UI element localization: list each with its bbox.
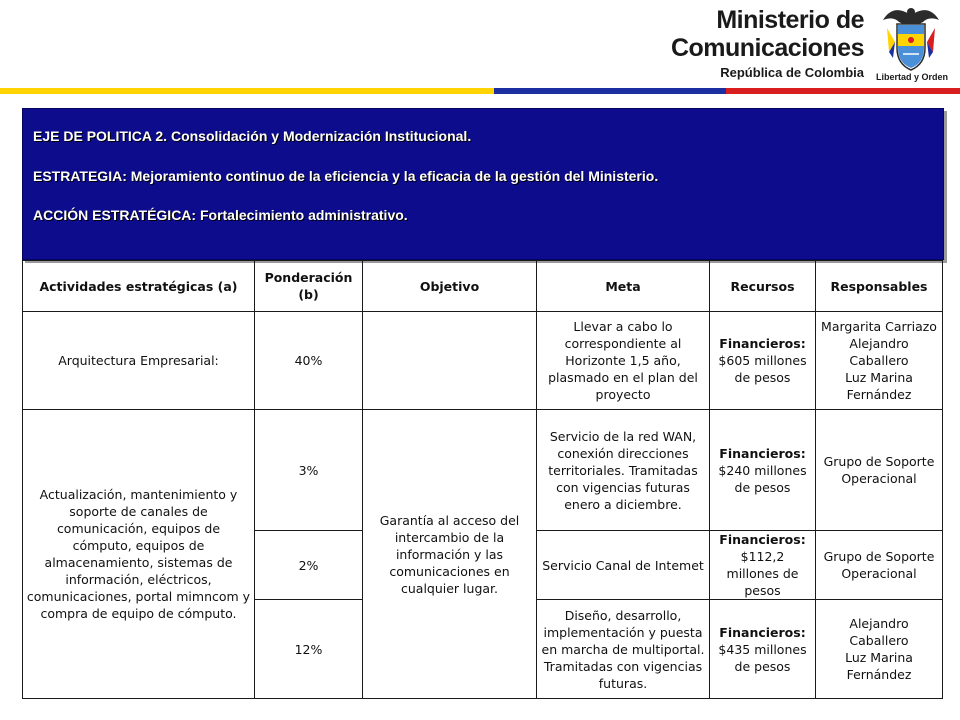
objetivo-cell: Garantía al acceso del intercambio de la información y las comunicaciones en cualquier lugar. (363, 410, 537, 699)
table-row (23, 312, 943, 410)
header-recursos: Recursos (710, 261, 816, 312)
meta-cell: Servicio de la red WAN, conexión direcciones territoriales. Tramitadas con vigencias futuras enero a diciembre. (537, 410, 710, 531)
ministry-name-line2: Comunicaciones (670, 34, 864, 62)
eje-text: EJE DE POLITICA 2. Consolidación y Modernización Institucional. (33, 128, 472, 144)
meta-cell: Diseño, desarrollo, implementación y puesta en marcha de multiportal. Tramitadas con vigencias futuras. (537, 600, 710, 699)
recursos-label: Financieros: (719, 532, 806, 547)
responsable-name: Grupo de Soporte (823, 454, 935, 469)
activities-table (22, 260, 943, 699)
responsables-cell (816, 600, 943, 699)
responsables-cell (816, 410, 943, 531)
responsable-name: Margarita Carriazo (821, 319, 937, 334)
header-meta: Meta (537, 261, 710, 312)
coat-of-arms-icon (879, 2, 943, 74)
ministry-name-line1: Ministerio de (716, 6, 864, 34)
coat-of-arms (876, 2, 949, 90)
recursos-label: Financieros: (719, 624, 806, 640)
estrategia-text: ESTRATEGIA: Mejoramiento continuo de la eficiencia y la eficacia de la gestión del Ministerio. (33, 168, 659, 184)
responsable-name: Grupo de Soporte (823, 549, 935, 564)
header-ponderacion-line1: Ponderación (264, 270, 353, 285)
recursos-cell (710, 410, 816, 531)
responsable-name: Fernández (846, 667, 912, 682)
responsable-name: Operacional (841, 471, 917, 486)
responsable-name: Luz Marina (845, 650, 913, 665)
meta-cell: Servicio Canal de Intemet (537, 531, 710, 600)
actividad-cell: Actualización, mantenimiento y soporte de canales de comunicación, equipos de cómputo, equipos de almacenamiento, sistemas de información, eléctricos, comunicaciones, portal mimncom y compra de equipo de cómputo. (23, 410, 255, 699)
recursos-value: $240 millones de pesos (718, 462, 807, 495)
flag-stripe-blue (494, 88, 726, 94)
responsable-name: Alejandro (849, 616, 909, 631)
ponderacion-cell: 3% (255, 410, 363, 531)
recursos-cell (710, 531, 816, 600)
recursos-label: Financieros: (719, 336, 806, 351)
recursos-value: $112,2 millones de pesos (726, 549, 799, 598)
accion-text: ACCIÓN ESTRATÉGICA: Fortalecimiento administrativo. (33, 207, 408, 223)
table-header-row (23, 261, 943, 312)
flag-stripe (0, 88, 960, 94)
header-objetivo: Objetivo (363, 261, 537, 312)
responsable-name: Fernández (846, 387, 912, 402)
ponderacion-cell: 2% (255, 531, 363, 600)
flag-stripe-yellow (0, 88, 494, 94)
table-row (23, 410, 943, 531)
country-name: República de Colombia (720, 65, 864, 80)
recursos-value: $605 millones de pesos (718, 353, 807, 385)
responsable-name: Luz Marina (845, 370, 913, 385)
ponderacion-cell: 40% (255, 312, 363, 410)
responsable-name: Alejandro (849, 336, 909, 351)
meta-cell: Llevar a cabo lo correspondiente al Horizonte 1,5 año, plasmado en el plan del proyecto (537, 312, 710, 410)
header-responsables: Responsables (816, 261, 943, 312)
header-ponderacion (255, 261, 363, 312)
responsable-name: Operacional (841, 566, 917, 581)
objetivo-cell (363, 312, 537, 410)
recursos-cell (710, 312, 816, 410)
recursos-label: Financieros: (719, 445, 806, 461)
actividad-cell: Arquitectura Empresarial: (23, 312, 255, 410)
responsables-cell (816, 312, 943, 410)
motto: Libertad y Orden (876, 72, 949, 82)
flag-stripe-red (726, 88, 960, 94)
responsables-cell (816, 531, 943, 600)
ponderacion-cell: 12% (255, 600, 363, 699)
header-actividades: Actividades estratégicas (a) (23, 261, 255, 312)
ministry-branding (671, 6, 864, 82)
responsable-name: Caballero (849, 353, 909, 368)
recursos-cell (710, 600, 816, 699)
recursos-value: $435 millones de pesos (718, 641, 807, 674)
strategy-banner (22, 108, 944, 260)
header-ponderacion-line2: (b) (298, 287, 319, 302)
responsable-name: Caballero (849, 633, 909, 648)
